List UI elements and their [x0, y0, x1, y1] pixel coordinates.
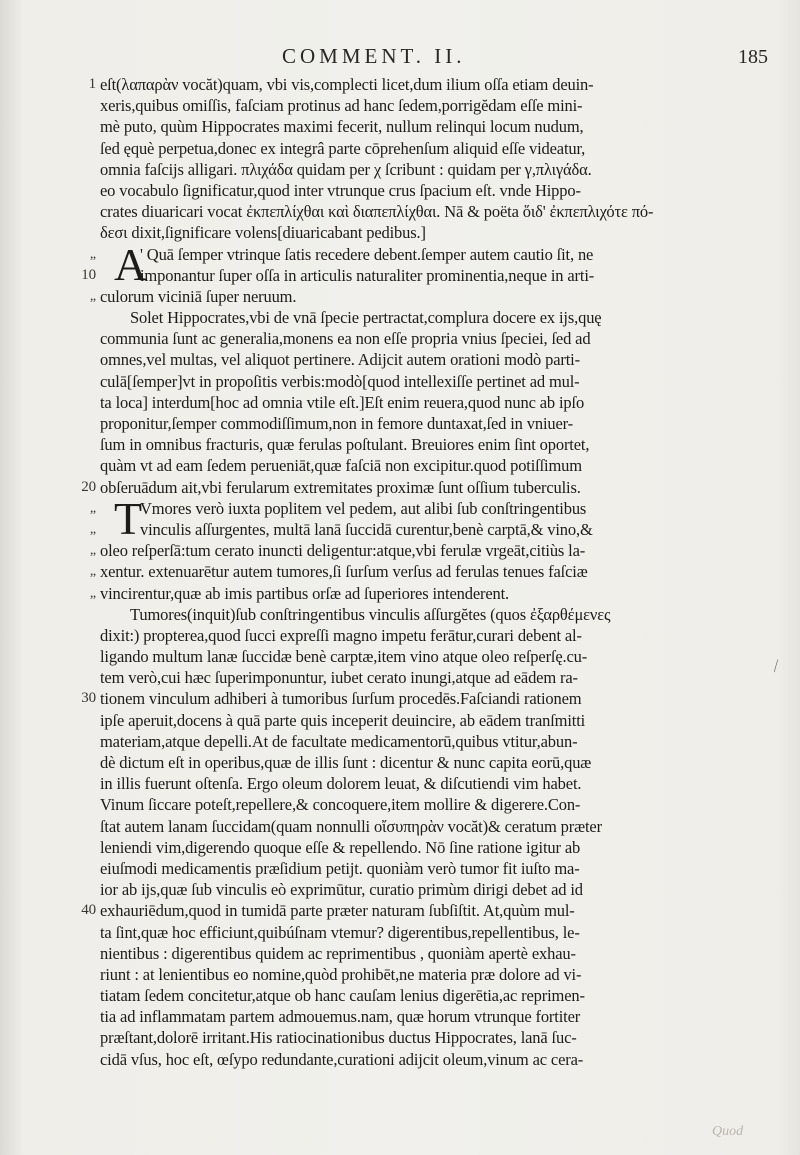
body-text	[81, 74, 685, 1070]
line-text: ligando multum lanæ ſuccidæ benè carptæ,item vino atque oleo reſperſę.cu-	[100, 647, 588, 667]
text-line	[89, 540, 685, 561]
text-line	[100, 985, 685, 1006]
quotation-marker: „	[89, 288, 96, 304]
text-line	[100, 328, 685, 349]
running-head	[0, 40, 800, 70]
line-text: eo vocabulo ſignificatur,quod inter vtrunque crus ſpacium eſt. vnde Hippo-	[100, 180, 581, 200]
text-line	[100, 964, 685, 985]
text-line	[100, 138, 685, 159]
line-text: Solet Hippocrates,vbi de vnā ſpecie pertractat,complura docere ex ijs,quę	[130, 308, 602, 328]
line-text: mè puto, quùm Hippocrates maximi fecerit, nullum relinqui locum nudum,	[100, 117, 584, 137]
text-line	[100, 794, 685, 815]
line-text: Tumores(inquit)ſub conſtringentibus vinculis aſſurgĕtes (quos ἐξαρθέμενες	[130, 604, 611, 624]
line-text: ' Quā ſemper vtrinque ſatis recedere debent.ſemper autem cautio ſit, ne	[140, 244, 594, 264]
line-text: oleo reſperſā:tum cerato inuncti deligentur:atque,vbi ferulæ vrgeāt,citiùs la-	[100, 541, 586, 561]
margin-mark: ⁄	[772, 658, 781, 675]
line-text: δεσι dixit,ſignificare volens[diuaricabant pedibus.]	[100, 223, 426, 243]
line-text: eiuſmodi medicamentis præſidium petijt. quoniàm verò tumor fit iuſto ma-	[100, 858, 580, 878]
text-line	[81, 477, 685, 498]
line-text: ta ſint,quæ hoc efficiunt,quibúſnam vtemur? digerentibus,repellentibus, le-	[100, 922, 580, 942]
line-text: crates diuaricari vocat ἐκπεπλίχθαι καὶ διαπεπλίχθαι. Nā & poëta ὅιδ' ἐκπεπλιχότε πό-	[100, 202, 654, 222]
line-text: imponantur ſuper oſſa in articulis naturaliter prominentia,neque in arti-	[140, 265, 595, 285]
line-text: Vinum ſiccare poteſt,repellere,& concoquere,item mollire & digerere.Con-	[100, 795, 581, 815]
line-text: vincirentur,quæ ab imis partibus orſæ ad ſuperiores intenderent.	[100, 583, 510, 603]
line-text: ior ab ijs,quæ ſub vinculis eò exprimūtur, curatio primùm dirigi debet ad id	[100, 880, 583, 900]
drop-initial: A	[114, 238, 148, 290]
text-line	[89, 561, 685, 582]
line-text: tem verò,cui hæc ſuperimponuntur, iubet cerato inungi,atque ad eādem ra-	[100, 668, 578, 688]
line-text: Vmores verò iuxta poplitem vel pedem, aut alibi ſub conſtringentibus	[140, 498, 587, 518]
quotation-marker: „	[89, 564, 96, 580]
line-number: 1	[88, 76, 96, 92]
text-line	[100, 667, 685, 688]
text-line	[100, 710, 685, 731]
text-line	[100, 604, 685, 625]
line-number: 20	[81, 478, 96, 495]
line-text: xentur. extenuarētur autem tumores,ſi ſurſum verſus ad ferulas tenues faſciæ	[100, 562, 588, 582]
line-text: tiatam ſedem concitetur,atque ob hanc cauſam lenius digerētia,ac reprimen-	[100, 986, 585, 1006]
line-text: vinculis aſſurgentes, multā lanā ſuccidā curentur,benè carptā,& vino,&	[140, 519, 593, 539]
text-line	[100, 95, 685, 116]
text-line	[100, 413, 685, 434]
line-text: dixit:) propterea,quod ſucci expreſſi magno impetu ferātur,curari debent al-	[100, 625, 582, 645]
quotation-marker: „	[89, 585, 96, 601]
text-line	[88, 74, 685, 95]
text-line	[100, 1027, 685, 1048]
line-text: ſed ęquè perpetua,donec ex integrâ parte cōprehenſum aliquid eſſe videatur,	[100, 138, 586, 158]
text-line	[100, 625, 685, 646]
text-line	[100, 837, 685, 858]
line-text: exhauriēdum,quod in tumidā parte præter naturam ſubſiſtit. At,quùm mul-	[100, 901, 575, 921]
line-text: præſtant,dolorē irritant.His ratiocinationibus ductus Hippocrates, lanā ſuc-	[100, 1028, 577, 1048]
text-line	[100, 349, 685, 370]
text-line	[100, 922, 685, 943]
line-number: 30	[81, 690, 96, 707]
text-line	[100, 943, 685, 964]
quotation-marker: „	[89, 246, 96, 262]
text-line	[100, 646, 685, 667]
line-number: 40	[81, 902, 96, 919]
line-text: omnes,vel multas, vel aliquot pertinere. Adijcit autem orationi modò parti-	[100, 350, 580, 370]
text-line	[100, 816, 685, 837]
text-line	[100, 222, 685, 243]
text-line	[100, 180, 685, 201]
line-text: culā[ſemper]vt in propoſitis verbis:modò[quod intellexiſſe pertinet ad mul-	[100, 371, 580, 391]
line-text: proponitur,ſemper commodiſſimum,non in femore duntaxat,ſed in vniuer-	[100, 414, 574, 433]
line-text: dè dictum eſt in operibus,quæ de illis ſunt : dicentur & nunc capita eorū,quæ	[100, 753, 592, 772]
line-text: omnia faſcijs alligari. πλιχάδα quidam per χ ſcribunt : quidam per γ,πλιγάδα.	[100, 159, 592, 179]
text-line	[100, 307, 685, 328]
text-line	[81, 900, 685, 921]
text-line	[100, 434, 685, 455]
line-text: culorum viciniā ſuper neruum.	[100, 286, 297, 306]
line-text: eſt(λαπαρὰν vocăt)quam, vbi vis,complecti licet,dum ilium oſſa etiam deuin-	[100, 75, 594, 94]
line-number: 10	[81, 266, 96, 283]
text-line	[100, 201, 685, 222]
line-text: obſeruādum ait,vbi ferularum extremitates proximæ ſunt oſſium tuberculis.	[100, 477, 581, 497]
page-number: 185	[738, 46, 768, 68]
quotation-marker: „	[89, 521, 96, 537]
bleed-through-text: Quod	[712, 1124, 744, 1139]
line-text: nientibus : digerentibus quidem ac reprimentibus , quoniàm apertè exhau-	[100, 943, 576, 963]
text-line	[100, 1006, 685, 1027]
line-text: ſum in omnibus fracturis, quæ ferulas poſtulant. Breuiores enim ſint oportet,	[100, 435, 590, 455]
drop-initial: T	[114, 492, 142, 544]
line-text: quàm vt ad eam ſedem perueniāt,quæ faſciā non excipitur.quod potiſſimum	[100, 456, 582, 476]
line-text: cidā vſus, hoc eſt, œſypo redundante,curationi adijcit oleum,vinum ac cera-	[100, 1049, 584, 1069]
quotation-marker: „	[89, 543, 96, 559]
line-text: riunt : at lenientibus eo nomine,quòd prohibēt,ne materia præ dolore ad vi-	[100, 964, 582, 984]
text-line	[89, 519, 685, 540]
line-text: ta loca] interdum[hoc ad omnia vtile eſt.]Eſt enim reuera,quod nunc ab ipſo	[100, 392, 585, 412]
line-text: tia ad inflammatam partem admouemus.nam, quæ horum vtrunque fortiter	[100, 1007, 581, 1027]
text-line	[100, 392, 685, 413]
text-line	[81, 265, 685, 286]
text-line	[89, 286, 685, 307]
line-text: ipſe aperuit,docens à quā parte quis inceperit deuincire, ab eādem tranſmitti	[100, 710, 586, 730]
line-text: ſtat autem lanam ſuccidam(quam nonnulli οἴσυπηρὰν vocăt)& ceratum præter	[100, 816, 602, 836]
line-text: xeris,quibus omiſſis, faſciam protinus ad hanc ſedem,porrigĕdam eſſe mini-	[100, 96, 583, 116]
running-head-title: COMMENT. II.	[282, 44, 466, 68]
text-line	[100, 116, 685, 137]
text-line	[100, 858, 685, 879]
text-line	[100, 1049, 685, 1070]
line-text: tionem vinculum adhiberi à tumoribus ſurſum procedēs.Faſciandi rationem	[100, 689, 582, 709]
text-line	[100, 159, 685, 180]
line-text: in illis fuerunt oſtenſa. Ergo oleum dolorem leuat, & diſcutiendi vim habet.	[100, 774, 582, 794]
line-text: leniendi vim,digerendo quoque eſſe & repellendo. Nō ſine ratione igitur ab	[100, 837, 581, 857]
text-line	[100, 752, 685, 773]
quotation-marker: „	[89, 500, 96, 516]
text-line	[100, 879, 685, 900]
line-text: communia ſunt ac generalia,monens ea non eſſe propria vnius ſpeciei, ſed ad	[100, 329, 591, 349]
text-line	[100, 773, 685, 794]
text-line	[100, 455, 685, 476]
text-line	[81, 688, 685, 709]
text-line	[100, 731, 685, 752]
text-line	[89, 583, 685, 604]
line-text: materiam,atque depelli.At de facultate medicamentorū,quibus vtitur,abun-	[100, 731, 578, 751]
text-line	[100, 371, 685, 392]
